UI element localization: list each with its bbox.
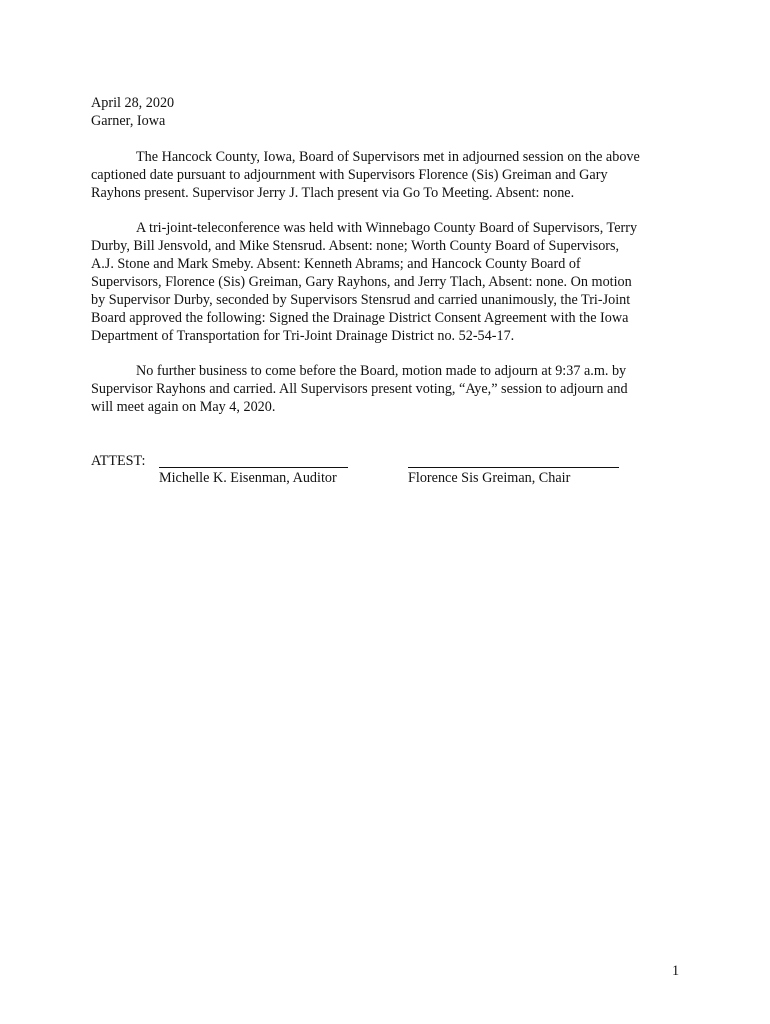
paragraph-line: A.J. Stone and Mark Smeby. Absent: Kenneth Abrams; and Hancock County Board of <box>91 256 581 272</box>
signature-block <box>91 452 691 492</box>
paragraph-line: No further business to come before the Board, motion made to adjourn at 9:37 a.m. by <box>136 363 627 379</box>
paragraph-line: Durby, Bill Jensvold, and Mike Stensrud. Absent: none; Worth County Board of Supervisors, <box>91 238 620 254</box>
page-number: 1 <box>672 963 680 979</box>
chair-signature-line <box>408 467 619 468</box>
paragraph-session-attendance <box>91 148 675 202</box>
chair-name: Florence Sis Greiman, Chair <box>408 470 571 486</box>
paragraph-line: Board approved the following: Signed the Drainage District Consent Agreement with the Iowa <box>91 310 629 326</box>
paragraph-teleconference <box>91 219 675 345</box>
attest-label: ATTEST: <box>91 453 146 469</box>
meeting-date: April 28, 2020 <box>91 95 175 111</box>
paragraph-line: Department of Transportation for Tri-Joint Drainage District no. 52-54-17. <box>91 328 515 344</box>
paragraph-line: Supervisors, Florence (Sis) Greiman, Gary Rayhons, and Jerry Tlach, Absent: none. On motion <box>91 274 632 290</box>
paragraph-line: A tri-joint-teleconference was held with Winnebago County Board of Supervisors, Terry <box>136 220 638 236</box>
paragraph-adjournment <box>91 362 675 416</box>
paragraph-line: Rayhons present. Supervisor Jerry J. Tlach present via Go To Meeting. Absent: none. <box>91 185 575 201</box>
paragraph-line: The Hancock County, Iowa, Board of Supervisors met in adjourned session on the above <box>136 149 640 165</box>
paragraph-line: by Supervisor Durby, seconded by Supervisors Stensrud and carried unanimously, the Tri-Joint <box>91 292 631 308</box>
paragraph-line: captioned date pursuant to adjournment with Supervisors Florence (Sis) Greiman and Gary <box>91 167 608 183</box>
auditor-name: Michelle K. Eisenman, Auditor <box>159 470 337 486</box>
paragraph-line: Supervisor Rayhons and carried. All Supervisors present voting, “Aye,” session to adjourn and <box>91 381 628 397</box>
meeting-location: Garner, Iowa <box>91 113 166 129</box>
auditor-signature-line <box>159 467 348 468</box>
paragraph-line: will meet again on May 4, 2020. <box>91 399 276 415</box>
document-header <box>91 94 174 130</box>
